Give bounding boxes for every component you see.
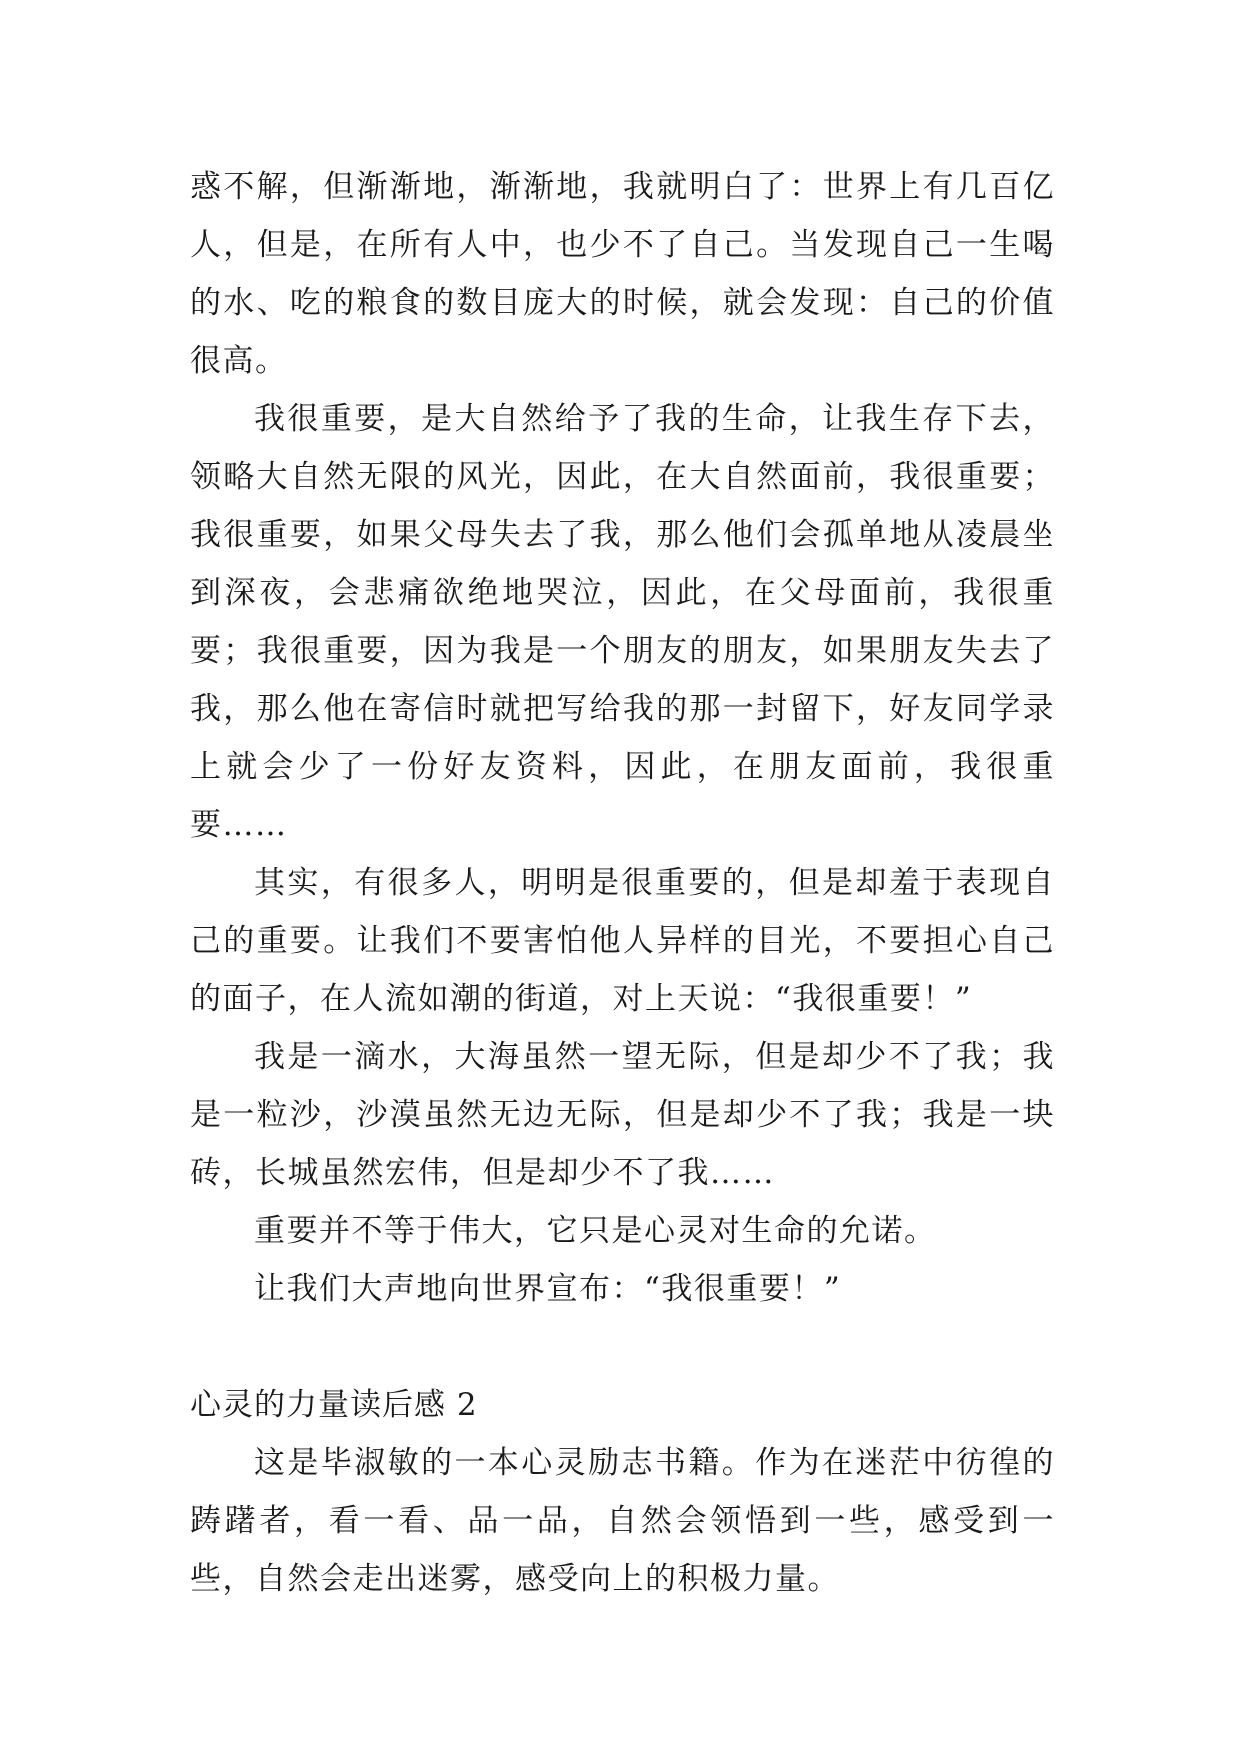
continuation-paragraph: 惑不解，但渐渐地，渐渐地，我就明白了：世界上有几百亿人，但是，在所有人中，也少不了自己。当发现自己一生喝的水、吃的粮食的数目庞大的时候，就会发现：自己的价值很高。 xyxy=(190,169,1055,379)
paragraph-drop-of-water: 我是一滴水，大海虽然一望无际，但是却少不了我；我是一粒沙，沙漠虽然无边无际，但是却少不了我；我是一块砖，长城虽然宏伟，但是却少不了我…… xyxy=(190,1039,1055,1191)
paragraph-many-people: 其实，有很多人，明明是很重要的，但是却羞于表现自己的重要。让我们不要害怕他人异样的目光，不要担心自己的面子，在人流如潮的街道，对上天说：“我很重要！” xyxy=(190,865,1055,1017)
section-title: 心灵的力量读后感 2 xyxy=(190,1387,478,1423)
paragraph-book-intro: 这是毕淑敏的一本心灵励志书籍。作为在迷茫中彷徨的踌躇者，看一看、品一品，自然会领悟到一些，感受到一些，自然会走出迷雾，感受向上的积极力量。 xyxy=(190,1445,1055,1597)
paragraph-announce-to-world: 让我们大声地向世界宣布：“我很重要！” xyxy=(254,1271,842,1307)
paragraph-i-am-important: 我很重要，是大自然给予了我的生命，让我生存下去，领略大自然无限的风光，因此，在大自然面前，我很重要；我很重要，如果父母失去了我，那么他们会孤单地从凌晨坐到深夜，会悲痛欲绝地哭泣，因此，在父母面前，我很重要；我很重要，因为我是一个朋友的朋友，如果朋友失去了我，那么他在寄信时就把写给我的那一封留下，好友同学录上就会少了一份好友资料，因此，在朋友面前，我很重要…… xyxy=(190,401,1055,843)
paragraph-importance-not-greatness: 重要并不等于伟大，它只是心灵对生命的允诺。 xyxy=(254,1213,937,1249)
document-body xyxy=(190,158,1055,1608)
section-gap xyxy=(190,1318,1055,1376)
